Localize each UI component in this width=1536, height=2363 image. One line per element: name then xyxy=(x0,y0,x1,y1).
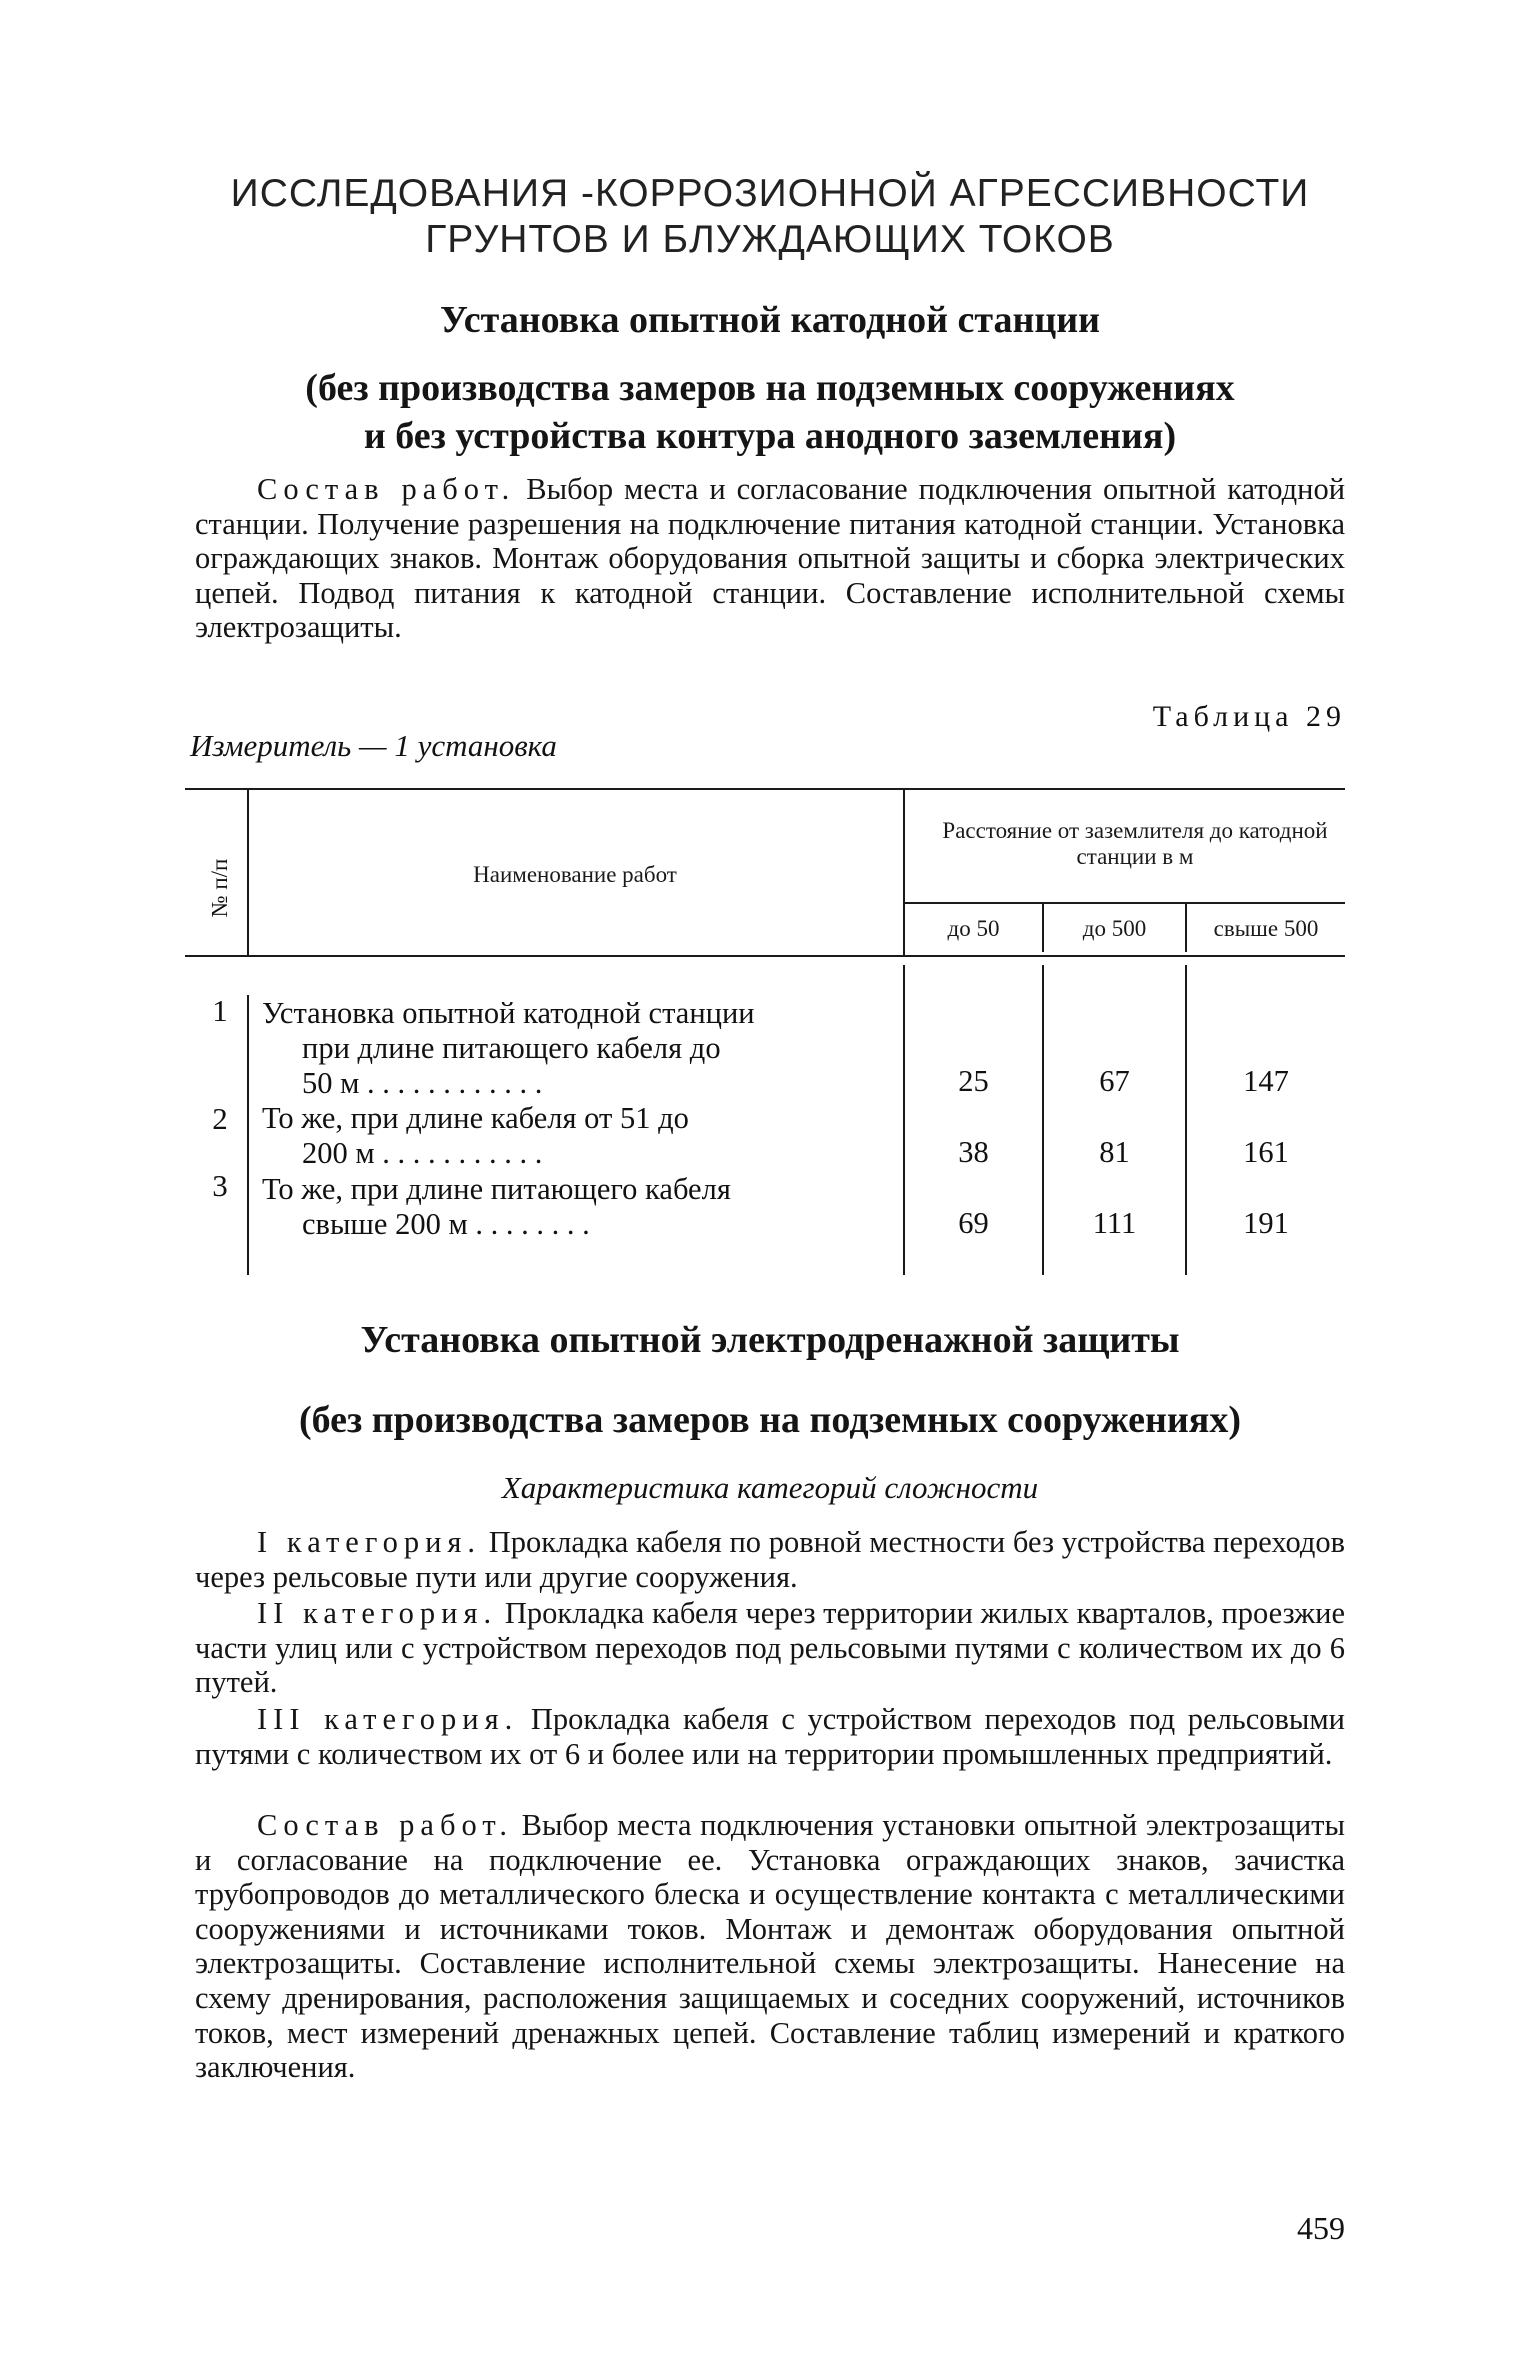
row-3-name xyxy=(262,1172,890,1242)
header-group: Расстояние от заземлителя до катодной станции в м xyxy=(942,818,1328,869)
row-1-line-1: Установка опытной катодной станции xyxy=(262,996,755,1030)
row-1-val-3: 147 xyxy=(1243,1064,1289,1098)
row-1-val-1: 25 xyxy=(958,1064,989,1098)
header-num: № п/п xyxy=(207,858,232,918)
composition-text: Выбор места и согласование подключения опытной катодной станции. Получение разрешения на подключение питания катодной станции. Установка ограждающих знаков. Монтаж оборудования опытной защиты и сборка электрических цепей. Подвод питания к катодной станции. Составление исполнительной схемы электрозащиты. xyxy=(195,472,1346,645)
row-1-num: 1 xyxy=(212,993,228,1028)
category-2-text: Прокладка кабеля через территории жилых кварталов, проезжие части улиц или с устройством переходов под рельсовыми путями с количеством их до 6 путей. xyxy=(195,1596,1345,1700)
row-3-line-1: То же, при длине питающего кабеля xyxy=(262,1172,731,1206)
composition-paragraph-1 xyxy=(195,472,1345,645)
row-3-val-1: 69 xyxy=(958,1206,989,1240)
table-vline-num-header xyxy=(247,788,249,955)
row-1-name xyxy=(262,996,890,1101)
row-2-val-1: 38 xyxy=(958,1135,989,1169)
table-number-label: Таблица 29 xyxy=(1152,700,1346,733)
row-3-line-2: свыше 200 м . . . . . . . . xyxy=(302,1207,590,1241)
category-2-label: II категория. xyxy=(257,1596,498,1630)
category-3-label: III категория. xyxy=(257,1702,519,1736)
section-title-line2: ГРУНТОВ И БЛУЖДАЮЩИХ ТОКОВ xyxy=(425,218,1115,261)
header-col-3: свыше 500 xyxy=(1213,916,1319,941)
header-col-1: до 50 xyxy=(947,916,1000,941)
row-1-line-3: 50 м . . . . . . . . . . . . xyxy=(302,1066,543,1100)
cathodic-station-subheading-1: (без производства замеров на подземных сооружениях xyxy=(305,367,1235,409)
table-top-rule xyxy=(185,788,1345,790)
category-1-text: Прокладка кабеля по ровной местности без устройства переходов через рельсовые пути или другие сооружения. xyxy=(195,1525,1345,1594)
unit-label: Измеритель — 1 установка xyxy=(190,728,557,763)
row-3-num: 3 xyxy=(212,1168,228,1203)
category-3-text: Прокладка кабеля с устройством переходов под рельсовыми путями с количеством их от 6 и более или на территории промышленных предприятий. xyxy=(195,1702,1346,1771)
composition-2-text: Выбор места подключения установки опытной электрозащиты и согласование на подключение ее. Установка ограждающих знаков, зачистка трубопроводов до металлического блеска и осуществление контакта с металлическими сооружениями и источниками токов. Монтаж и демонтаж оборудования опытной электрозащиты. Составление исполнительной схемы электрозащиты. Нанесение на схему дренирования, расположения защищаемых и соседних сооружений, источников токов, мест измерений дренажных цепей. Составление таблиц измерений и краткого заключения. xyxy=(195,1808,1346,2085)
table-header-rule xyxy=(185,955,1345,957)
drainage-heading: Установка опытной электродренажной защиты xyxy=(360,1319,1180,1361)
table-subheader-rule xyxy=(905,902,1345,904)
composition-label: Состав работ. xyxy=(257,472,516,506)
drainage-subheading: (без производства замеров на подземных сооружениях) xyxy=(298,1399,1242,1441)
row-2-line-1: То же, при длине кабеля от 51 до xyxy=(262,1101,689,1135)
characteristics-title: Характеристика категорий сложности xyxy=(501,1470,1039,1505)
header-col-2: до 500 xyxy=(1082,916,1147,941)
section-title-line1: ИССЛЕДОВАНИЯ -КОРРОЗИОННОЙ АГРЕССИВНОСТИ xyxy=(230,172,1310,215)
row-3-val-2: 111 xyxy=(1092,1206,1137,1240)
row-3-val-3: 191 xyxy=(1243,1206,1289,1240)
category-3-paragraph xyxy=(195,1702,1345,1771)
composition-2-label: Состав работ. xyxy=(257,1808,513,1842)
row-2-name xyxy=(262,1101,890,1171)
cathodic-station-heading: Установка опытной катодной станции xyxy=(439,299,1101,341)
row-2-line-2: 200 м . . . . . . . . . . . xyxy=(302,1136,543,1170)
cathodic-station-subheading-2: и без устройства контура анодного заземления) xyxy=(363,415,1177,457)
row-2-val-2: 81 xyxy=(1099,1135,1130,1169)
composition-2-paragraph xyxy=(195,1808,1345,2085)
header-name: Наименование работ xyxy=(473,862,677,887)
table-vline-num-body xyxy=(247,995,249,1275)
category-2-paragraph xyxy=(195,1596,1345,1700)
row-2-num: 2 xyxy=(212,1101,228,1136)
row-2-val-3: 161 xyxy=(1243,1135,1289,1169)
category-1-label: I категория. xyxy=(257,1525,482,1559)
row-1-line-2: при длине питающего кабеля до xyxy=(302,1031,721,1065)
row-1-val-2: 67 xyxy=(1099,1064,1130,1098)
category-1-paragraph xyxy=(195,1525,1345,1594)
page-number: 459 xyxy=(1297,2210,1345,2246)
